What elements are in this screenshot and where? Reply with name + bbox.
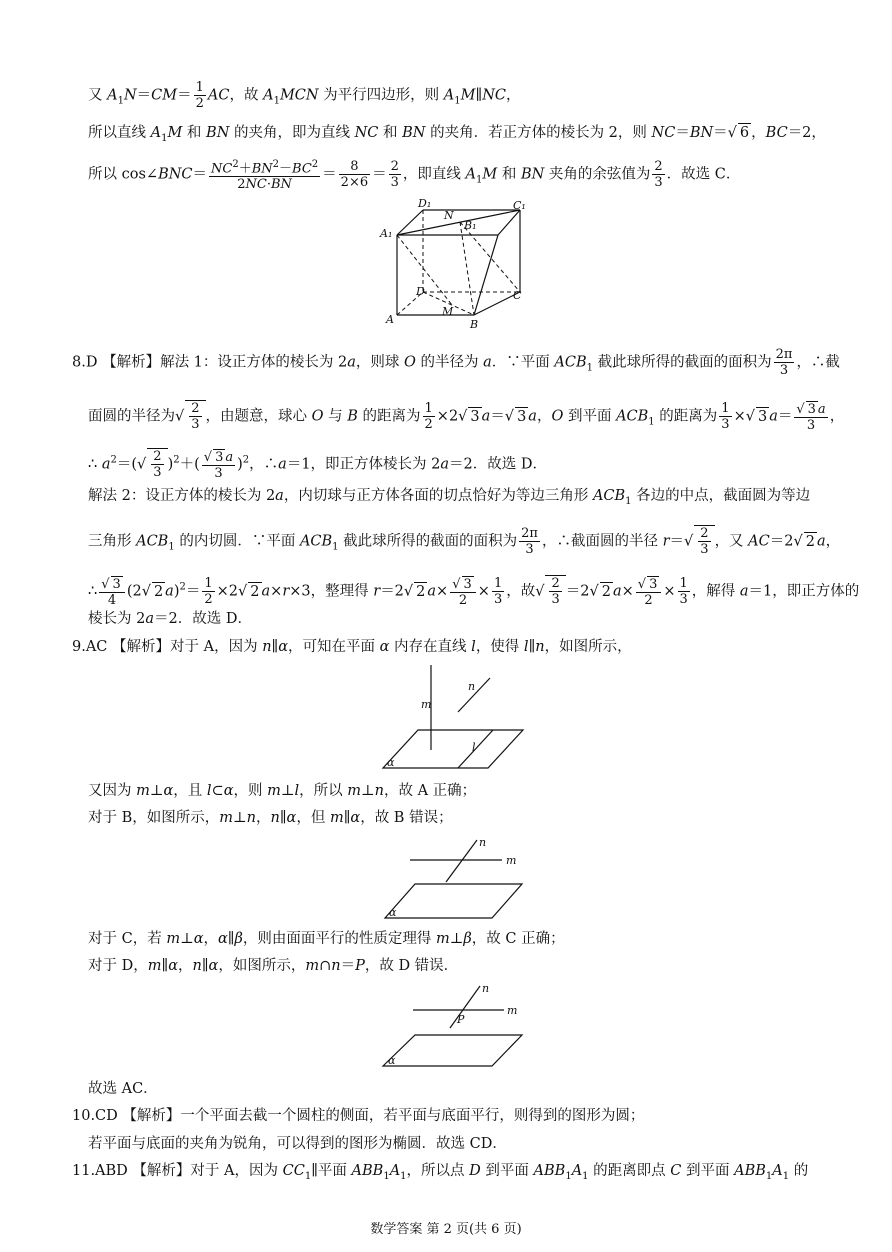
label-n: n — [468, 680, 476, 693]
page-footer: 数学答案 第 2 页(共 6 页) — [370, 1222, 522, 1237]
q8-line-6: ∴ $\frac{√ 3}{4}$ (2√ 2 a)$^2$＝ $\frac{1}{2}$ ×2√ 2 a×r×3，整理得 r＝2√ 2 a× $\frac{√ 3}{2}$ × $\frac{1}{3}$ ，故√ $\frac{2}{3}$ ＝2√ 2 a× $\frac{√ 3}{2}$ × $\frac{1}{3}$ ，解得 a＝1，即正方体的 — [88, 576, 860, 608]
label-C1: C₁ — [513, 199, 526, 212]
q8-line-5: 三角形 $ACB_1$ 的内切圆．∵平面 $ACB_1$ 截此球所得的截面的面积为 $\frac{2\pi}{3}$ ，∴截面圆的半径 r＝√ $\frac{2}{3}$ ，又 AC＝2√ 2 a， — [88, 526, 841, 557]
label-B1: B₁ — [464, 219, 477, 232]
label-n: n — [479, 836, 487, 849]
label-alpha: α — [388, 1054, 396, 1067]
label-A: A — [386, 313, 394, 326]
figure-9d — [380, 980, 530, 1072]
q9-line-3: 对于 B，如图所示，m⊥n，n∥α，但 m∥α，故 B 错误； — [88, 810, 453, 826]
label-C: C — [513, 289, 522, 302]
label-m: m — [421, 698, 432, 711]
label-D1: D₁ — [418, 197, 432, 210]
q9-line-5: 对于 D，m∥α，n∥α，如图所示，m∩n＝P，故 D 错误． — [88, 958, 459, 974]
label-m: m — [506, 854, 517, 867]
q9-line-6: 故选 AC． — [88, 1081, 158, 1097]
label-n: n — [482, 982, 490, 995]
label-alpha: α — [387, 756, 395, 769]
label-D: D — [416, 285, 425, 298]
label-A1: A₁ — [380, 227, 393, 240]
q7-line-1: 又 $A_1N=CM=$ $\frac{1}{2}$ AC，故 $A_1MCN$ 为平行四边形，则 $A_1M\parallel NC$， — [88, 80, 521, 111]
label-B: B — [470, 318, 479, 331]
q7-line-3: 所以 cos∠BNC＝ $\frac{NC^2+BN^2-BC^2}{2NC\cdot BN}$ ＝ $\frac{8}{2\times 6}$ ＝ $\frac{2}{3}$ ，即直线 $A_1M$ 和 BN 夹角的余弦值为 $\frac{2}{3}$ ．故选 C． — [88, 159, 741, 193]
q8-line-4: 解法 2：设正方体的棱长为 2a，内切球与正方体各面的切点恰好为等边三角形 $ACB_1$ 各边的中点，截面圆为等边 — [88, 488, 811, 507]
q8-line-1: 8.D 【解析】解法 1：设正方体的棱长为 2a，则球 O 的半径为 a．∵平面 $ACB_1$ 截此球所得的截面的面积为 $\frac{2\pi}{3}$ ，∴截 — [72, 347, 840, 378]
q10-line-2: 若平面与底面的夹角为锐角，可以得到的图形为椭圆．故选 CD． — [88, 1136, 507, 1152]
label-alpha: α — [389, 906, 397, 919]
q8-line-7: 棱长为 2a＝2．故选 D． — [88, 611, 252, 627]
q9-line-1: 9.AC 【解析】对于 A，因为 n∥α，可知在平面 α 内存在直线 l，使得 l∥n，如图所示， — [72, 639, 632, 655]
figure-9a — [380, 662, 530, 774]
label-P: P — [457, 1013, 465, 1026]
q7-line-2: 所以直线 $A_1M$ 和 BN 的夹角，即为直线 NC 和 BN 的夹角．若正方体的棱长为 2，则 NC＝BN＝√ 6 ，BC＝2， — [88, 125, 826, 144]
label-M: M — [442, 305, 454, 318]
label-m: m — [507, 1004, 518, 1017]
q9-line-2: 又因为 m⊥α，且 l⊂α，则 m⊥l，所以 m⊥n，故 A 正确； — [88, 783, 477, 799]
q9-line-4: 对于 C，若 m⊥α，α∥β，则由面面平行的性质定理得 m⊥β，故 C 正确； — [88, 931, 565, 947]
label-l: l — [472, 741, 476, 754]
q10-line-1: 10.CD 【解析】一个平面去截一个圆柱的侧面，若平面与底面平行，则得到的图形为圆； — [72, 1108, 645, 1124]
cube-figure — [380, 195, 540, 330]
q11-line-1: 11.ABD 【解析】对于 A，因为 $CC_1\parallel$平面 $ABB_1A_1$，所以点 D 到平面 $ABB_1A_1$ 的距离即点 C 到平面 $ABB_1A_1$ 的 — [72, 1163, 809, 1182]
q8-line-3: ∴ $a^2=(√$ $\frac{2}{3}$ )$^2$＋( $\frac{√ 3 a}{3}$ )$^2$，∴a＝1，即正方体棱长为 2a＝2．故选 D． — [88, 449, 548, 481]
q8-line-2: 面圆的半径为√ $\frac{2}{3}$ ，由题意，球心 O 与 B 的距离为 $\frac{1}{2}$ ×2√ 3 a＝√ 3 a，O 到平面 $ACB_1$ 的距离为 $\frac{1}{3}$ ×√ 3 a＝ $\frac{√ 3 a}{3}$ ， — [88, 401, 845, 433]
figure-9b — [380, 834, 530, 924]
label-N: N — [444, 209, 454, 222]
